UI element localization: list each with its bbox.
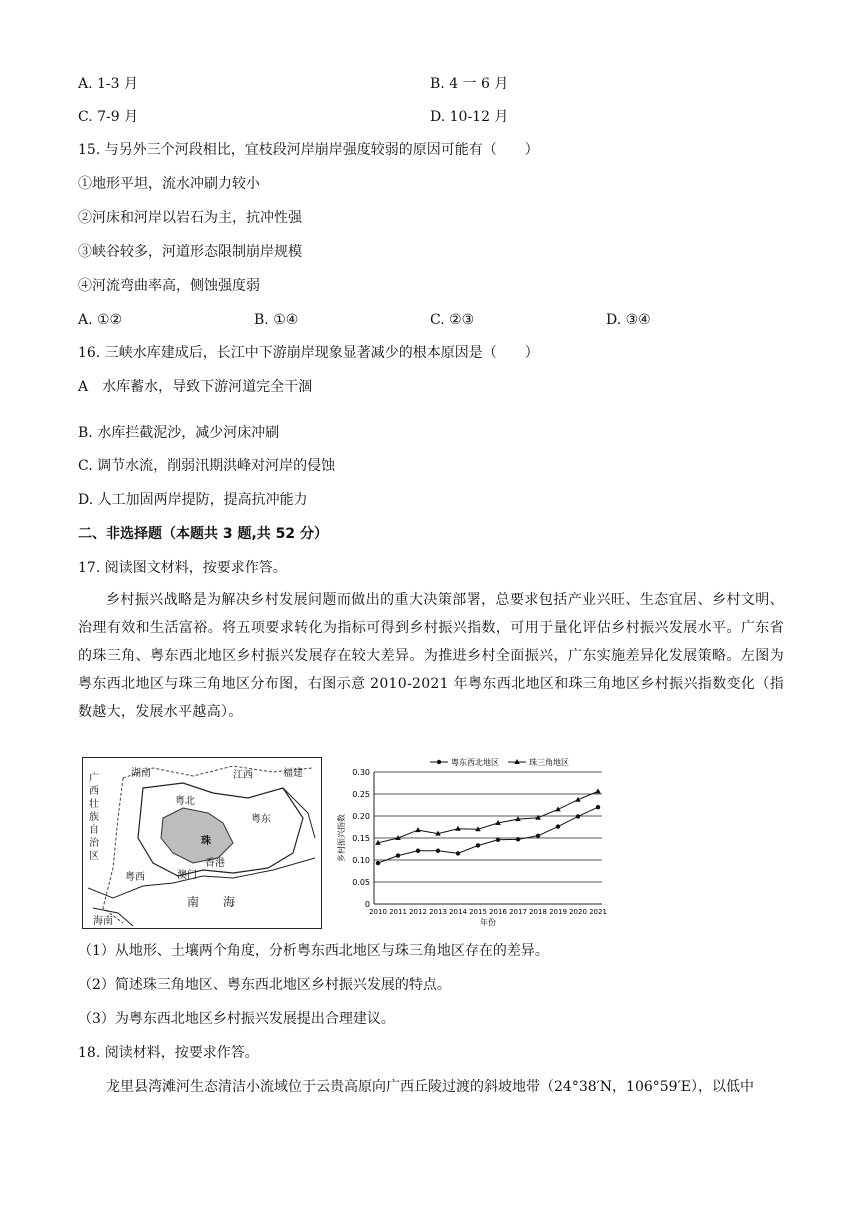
data-point: [436, 849, 440, 853]
q15-item-1: ①地形平坦，流水冲刷力较小: [78, 176, 260, 192]
map-label-yuebei: 粤北: [175, 796, 195, 807]
rural-revitalization-index-chart: [330, 752, 612, 932]
legend-marker: [437, 760, 441, 764]
q14-option-d: D. 10-12 月: [430, 109, 509, 125]
q18-material: 龙里县湾滩河生态清洁小流域位于云贵高原向广西丘陵过渡的斜坡地带（24°38′N，106°59′E），以低中: [106, 1079, 754, 1095]
q15-option-b: B. ①④: [254, 312, 299, 328]
x-tick-label: 2015: [469, 908, 487, 916]
data-point: [455, 826, 461, 831]
q15-stem: 15. 与另外三个河段相比，宜枝段河岸崩岸强度较弱的原因可能有（ ）: [78, 142, 539, 158]
series-line-1: [378, 807, 598, 863]
y-tick-label: 0.25: [352, 790, 370, 799]
legend-label: 粤东西北地区: [451, 758, 499, 767]
map-label-hainan: 海南: [93, 916, 113, 927]
y-tick-label: 0: [364, 900, 370, 909]
x-axis-title: 年份: [480, 918, 496, 927]
y-axis-title: 乡村振兴指数: [337, 814, 346, 862]
q17-material: 乡村振兴战略是为解决乡村发展问题而做出的重大决策部署，总要求包括产业兴旺、生态宜居、乡村文明、治理有效和生活富裕。将五项要求转化为指标可得到乡村振兴指数，可用于量化评估乡村振兴发展水平。广东省的珠三角、粤东西北地区乡村振兴发展存在较大差异。为推进乡村全面振兴，广东实施差异化发展策略。左图为粤东西北地区与珠三角地区分布图，右图示意 2010-2021 年粤东西北地区和珠三角地区乡村振兴指数变化（指数越大，发展水平越高）。: [78, 592, 784, 720]
data-point: [476, 843, 480, 847]
data-point: [416, 849, 420, 853]
y-tick-label: 0.10: [352, 856, 370, 865]
line-chart: [330, 752, 612, 932]
x-tick-label: 2020: [569, 908, 587, 916]
map-label-zhu: 珠: [201, 836, 211, 847]
x-tick-label: 2011: [389, 908, 407, 916]
q14-option-a: A. 1-3 月: [78, 76, 139, 92]
q17-sub-2: （2）简述珠三角地区、粤东西北地区乡村振兴发展的特点。: [78, 977, 451, 993]
map-label-fujian: 福建: [283, 768, 303, 779]
map-label-jiangxi: 江西: [233, 770, 253, 781]
q16-option-b: B. 水库拦截泥沙，减少河床冲刷: [78, 425, 280, 441]
q17-stem: 17. 阅读图文材料，按要求作答。: [78, 560, 287, 576]
x-tick-label: 2019: [549, 908, 567, 916]
x-tick-label: 2013: [429, 908, 447, 916]
y-tick-label: 0.05: [352, 878, 370, 887]
map-label-xianggang: 香港: [205, 858, 225, 869]
q16-stem: 16. 三峡水库建成后，长江中下游崩岸现象显著减少的根本原因是（ ）: [78, 345, 539, 361]
guangdong-region-map: [82, 757, 322, 929]
q18-stem: 18. 阅读材料，按要求作答。: [78, 1045, 259, 1061]
q15-item-2: ②河床和河岸以岩石为主，抗冲性强: [78, 210, 302, 226]
q16-option-a: A 水库蓄水，导致下游河道完全干涸: [78, 379, 313, 395]
q14-option-c: C. 7-9 月: [78, 109, 139, 125]
map-label-yuexi: 粤西: [125, 872, 145, 883]
q15-item-4: ④河流弯曲率高，侧蚀强度弱: [78, 278, 260, 294]
series-line-2: [378, 791, 598, 842]
x-tick-label: 2010: [369, 908, 387, 916]
data-point: [456, 851, 460, 855]
legend-label: 珠三角地区: [529, 758, 569, 767]
x-tick-label: 2021: [589, 908, 607, 916]
x-tick-label: 2014: [449, 908, 467, 916]
map-label-nanhai: 南 海: [187, 895, 236, 909]
section-heading: 二、非选择题（本题共 3 题,共 52 分）: [78, 526, 329, 542]
x-tick-label: 2016: [489, 908, 507, 916]
map-label-hunan: 湖南: [131, 768, 151, 779]
x-tick-label: 2012: [409, 908, 427, 916]
q17-sub-3: （3）为粤东西北地区乡村振兴发展提出合理建议。: [78, 1011, 395, 1027]
data-point: [556, 824, 560, 828]
q16-option-c: C. 调节水流，削弱汛期洪峰对河岸的侵蚀: [78, 458, 336, 474]
q17-sub-1: （1）从地形、土壤两个角度，分析粤东西北地区与珠三角地区存在的差异。: [78, 943, 549, 959]
map-label-guangxi: 广西壮族自治区: [89, 773, 99, 862]
data-point: [576, 814, 580, 818]
y-tick-label: 0.15: [352, 834, 370, 843]
y-tick-label: 0.20: [352, 812, 370, 821]
y-tick-label: 0.30: [352, 768, 370, 777]
data-point: [596, 805, 600, 809]
data-point: [516, 837, 520, 841]
data-point: [496, 838, 500, 842]
x-tick-label: 2017: [509, 908, 527, 916]
q15-item-3: ③峡谷较多，河道形态限制崩岸规模: [78, 244, 302, 260]
data-point: [396, 853, 400, 857]
data-point: [415, 827, 421, 832]
map-label-aomen: 澳门: [177, 870, 197, 881]
q14-option-b: B. 4 一 6 月: [430, 76, 509, 92]
q15-option-c: C. ②③: [430, 312, 475, 328]
q15-option-d: D. ③④: [606, 312, 651, 328]
data-point: [536, 834, 540, 838]
x-tick-label: 2018: [529, 908, 547, 916]
data-point: [595, 788, 601, 793]
data-point: [376, 861, 380, 865]
map-label-yuedong: 粤东: [251, 814, 271, 825]
q16-option-d: D. 人工加固两岸提防，提高抗冲能力: [78, 492, 308, 508]
q15-option-a: A. ①②: [78, 312, 123, 328]
